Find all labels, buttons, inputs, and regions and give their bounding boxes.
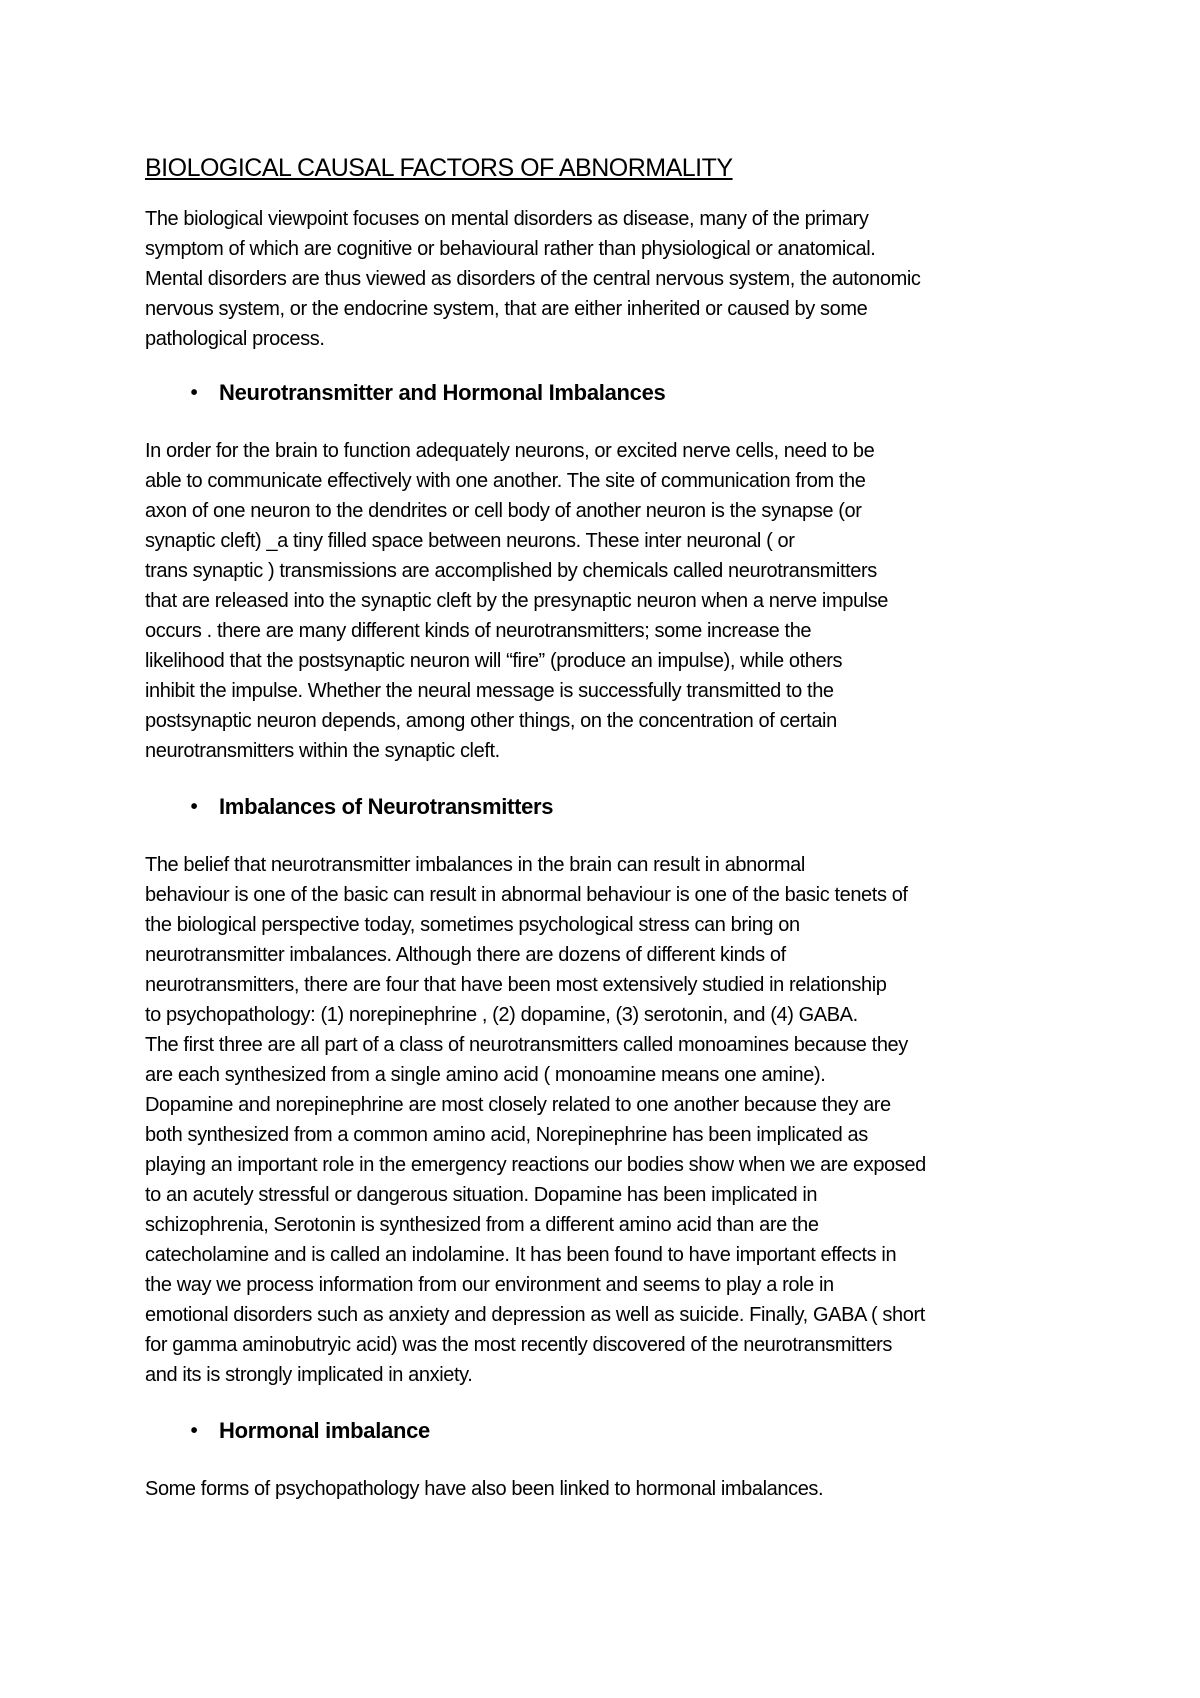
text-line: for gamma aminobutryic acid) was the most recently discovered of the neurotransmitters [145, 1334, 893, 1356]
section-paragraph [145, 850, 1065, 1390]
text-line: Dopamine and norepinephrine are most closely related to one another because they are [145, 1094, 891, 1116]
text-line: emotional disorders such as anxiety and depression as well as suicide. Finally, GABA ( short [145, 1304, 925, 1326]
text-line: that are released into the synaptic cleft by the presynaptic neuron when a nerve impulse [145, 590, 889, 612]
text-line: and its is strongly implicated in anxiety. [145, 1364, 473, 1386]
text-line: postsynaptic neuron depends, among other things, on the concentration of certain [145, 710, 837, 732]
text-line: neurotransmitters within the synaptic cleft. [145, 740, 500, 762]
intro-paragraph [145, 204, 1065, 354]
text-line: Mental disorders are thus viewed as disorders of the central nervous system, the autonomic [145, 268, 921, 290]
text-line: the way we process information from our environment and seems to play a role in [145, 1274, 834, 1296]
section-heading-text: Imbalances of Neurotransmitters [219, 794, 554, 819]
text-line: behaviour is one of the basic can result in abnormal behaviour is one of the basic tenets of [145, 884, 908, 906]
text-line: to psychopathology: (1) norepinephrine , (2) dopamine, (3) serotonin, and (4) GABA. [145, 1004, 858, 1026]
text-line: The belief that neurotransmitter imbalances in the brain can result in abnormal [145, 854, 805, 876]
text-line: are each synthesized from a single amino acid ( monoamine means one amine). [145, 1064, 826, 1086]
section-heading-text: Neurotransmitter and Hormonal Imbalances [219, 380, 666, 405]
text-line: likelihood that the postsynaptic neuron will “fire” (produce an impulse), while others [145, 650, 843, 672]
text-line: synaptic cleft) _a tiny filled space between neurons. These inter neuronal ( or [145, 530, 795, 552]
section-heading-text: Hormonal imbalance [219, 1418, 430, 1443]
text-line: neurotransmitter imbalances. Although there are dozens of different kinds of [145, 944, 786, 966]
section-heading-imbalances-neurotransmitters [145, 792, 1065, 822]
text-line: pathological process. [145, 328, 325, 350]
bullet-icon: • [190, 1420, 198, 1442]
text-line: the biological perspective today, sometimes psychological stress can bring on [145, 914, 800, 936]
section-heading-neurotransmitter-hormonal [145, 378, 1065, 408]
text-line: to an acutely stressful or dangerous situation. Dopamine has been implicated in [145, 1184, 818, 1206]
text-line: schizophrenia, Serotonin is synthesized from a different amino acid than are the [145, 1214, 819, 1236]
text-line: symptom of which are cognitive or behavioural rather than physiological or anatomical. [145, 238, 876, 260]
text-line: both synthesized from a common amino acid, Norepinephrine has been implicated as [145, 1124, 868, 1146]
text-line: The biological viewpoint focuses on mental disorders as disease, many of the primary [145, 208, 869, 230]
text-line: Some forms of psychopathology have also been linked to hormonal imbalances. [145, 1478, 824, 1500]
section-heading-hormonal-imbalance [145, 1416, 1065, 1446]
text-line: trans synaptic ) transmissions are accomplished by chemicals called neurotransmitters [145, 560, 877, 582]
text-line: able to communicate effectively with one another. The site of communication from the [145, 470, 866, 492]
text-line: occurs . there are many different kinds of neurotransmitters; some increase the [145, 620, 812, 642]
text-line: axon of one neuron to the dendrites or cell body of another neuron is the synapse (or [145, 500, 862, 522]
text-line: catecholamine and is called an indolamine. It has been found to have important effects in [145, 1244, 897, 1266]
text-line: nervous system, or the endocrine system, that are either inherited or caused by some [145, 298, 868, 320]
section-paragraph [145, 1474, 1065, 1504]
text-line: inhibit the impulse. Whether the neural message is successfully transmitted to the [145, 680, 834, 702]
text-line: In order for the brain to function adequately neurons, or excited nerve cells, need to be [145, 440, 875, 462]
section-paragraph [145, 436, 1065, 766]
text-line: The first three are all part of a class of neurotransmitters called monoamines because they [145, 1034, 908, 1056]
document-body [145, 150, 1065, 1504]
bullet-icon: • [190, 382, 198, 404]
text-line: playing an important role in the emergency reactions our bodies show when we are exposed [145, 1154, 926, 1176]
text-line: neurotransmitters, there are four that have been most extensively studied in relationship [145, 974, 887, 996]
bullet-icon: • [190, 796, 198, 818]
document-title: BIOLOGICAL CAUSAL FACTORS OF ABNORMALITY [145, 154, 733, 182]
